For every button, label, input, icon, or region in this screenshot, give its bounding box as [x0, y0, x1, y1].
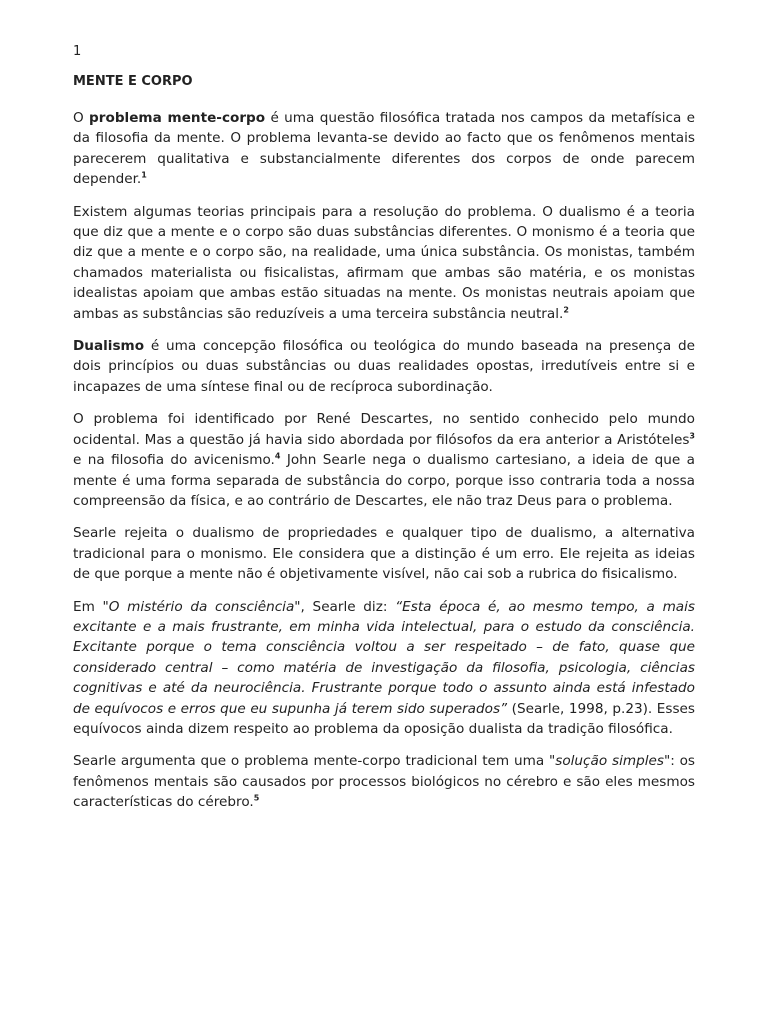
text-span: (Searle, 1998, p.23). Esses equívocos ainda dizem respeito ao problema da oposição dualista da tradição filosófica.	[73, 700, 695, 737]
bold-term: Dualismo	[73, 338, 145, 355]
text-span: é uma questão filosófica tratada nos campos da metafísica e da filosofia da mente. O problema levanta-se devido ao facto que os fenômenos mentais parecerem qualitativa e substancialmente diferentes dos corpos de onde parecem depender.	[73, 110, 695, 188]
text-span: ", Searle diz:	[294, 598, 396, 615]
page-number: 1	[73, 44, 82, 59]
text-span: e na filosofia do avicenismo.	[73, 452, 275, 469]
text-span: ": os fenômenos mentais são causados por processos biológicos no cérebro e são eles mesmos características do cérebro.	[73, 753, 696, 811]
document-title: MENTE E CORPO	[73, 74, 193, 89]
text-span: Em "	[73, 598, 109, 615]
footnote-ref-1[interactable]: 1	[141, 170, 147, 180]
paragraph-searle-quote	[73, 597, 695, 740]
text-span: John Searle nega o dualismo cartesiano, a ideia de que a mente é uma forma separada de substância do corpo, porque isso contraria toda a nossa compreensão da física, e ao contrário de Descartes, ele não traz Deus para o problema.	[73, 452, 695, 509]
text-span: Searle rejeita o dualismo de propriedades e qualquer tipo de dualismo, a alternativa tradicional para o monismo. Ele considera que a distinção é um erro. Ele rejeita as ideias de que porque a mente não é objetivamente visível, não cai sob a rubrica do fisicalismo.	[73, 525, 695, 583]
footnote-ref-2[interactable]: 2	[563, 305, 569, 315]
text-span: Existem algumas teorias principais para a resolução do problema. O dualismo é a teoria que diz que a mente e o corpo são duas substâncias diferentes. O monismo é a teoria que diz que a mente e o corpo são, na realidade, uma única substância. Os monistas, também chamados materialista ou fisicalistas, afirmam que ambas são matéria, e os monistas idealistas apoiam que ambas estão situadas na mente. Os monistas neutrais apoiam que ambas as substâncias são reduzíveis a uma terceira substância neutral.	[73, 203, 695, 322]
text-span: O problema foi identificado por René Descartes, no sentido conhecido pelo mundo ocidental. Mas a questão já havia sido abordada por filósofos da era anterior a Aristóteles	[73, 411, 695, 448]
footnote-ref-5[interactable]: 5	[253, 793, 260, 803]
document-body	[73, 108, 695, 825]
footnote-ref-4[interactable]: 4	[274, 451, 281, 461]
paragraph-theories	[73, 202, 695, 324]
text-span: O	[73, 110, 90, 126]
paragraph-descartes	[73, 409, 695, 511]
text-span: Searle argumenta que o problema mente-corpo tradicional tem uma "	[73, 753, 556, 770]
book-title: O mistério da consciência	[108, 598, 295, 615]
paragraph-searle-rejects	[73, 523, 695, 584]
text-span: é uma concepção filosófica ou teológica do mundo baseada na presença de dois princípios ou duas substâncias ou duas realidades opostas, irredutíveis entre si e incapazes de uma síntese final ou de recíproca subordinação.	[73, 338, 695, 395]
paragraph-dualism	[73, 336, 695, 397]
paragraph-simple-solution	[73, 751, 695, 812]
italic-term: solução simples	[555, 753, 664, 770]
footnote-ref-3[interactable]: 3	[689, 431, 695, 441]
quotation: “Esta época é, ao mesmo tempo, a mais excitante e a mais frustrante, em minha vida intelectual, para o estudo da consciência. Excitante porque o tema consciência voltou a ser respeitado – de fato, quase que considerado central – como matéria de investigação da filosofia, psicologia, ciências cognitivas e até da neurociência. Frustrante porque todo o assunto ainda está infestado de equívocos e erros que eu supunha já terem sido superados”	[73, 598, 695, 717]
paragraph-problem-definition	[73, 108, 695, 190]
bold-term: problema mente-corpo	[89, 110, 266, 126]
